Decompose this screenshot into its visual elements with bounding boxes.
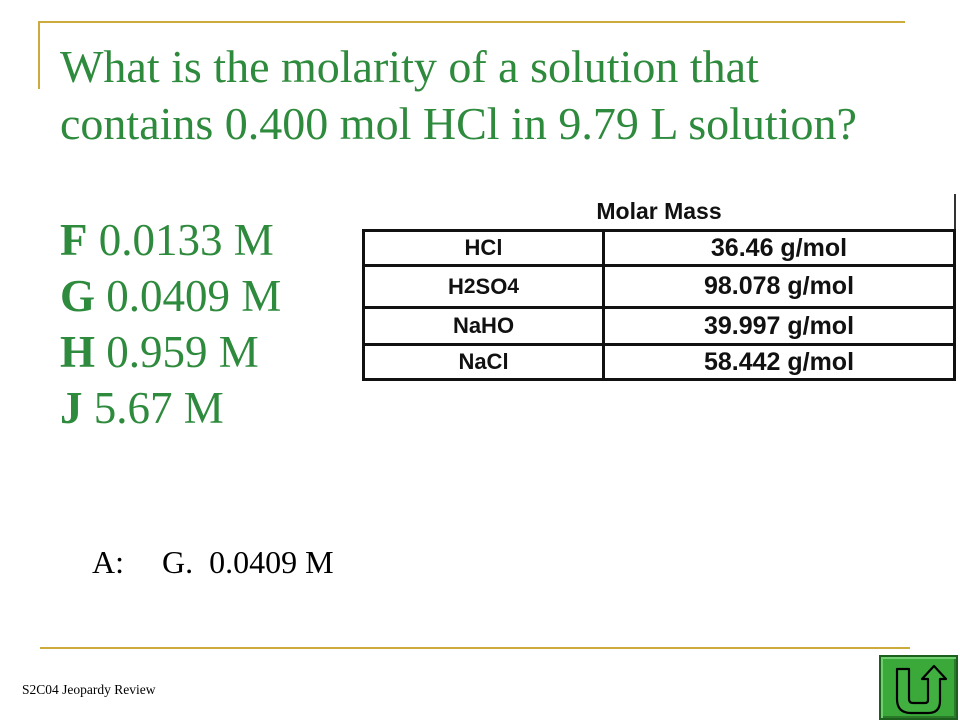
bottom-accent-rule bbox=[40, 647, 910, 649]
molar-mass-table bbox=[362, 229, 956, 381]
table-picture-edge bbox=[954, 194, 956, 232]
table-row bbox=[365, 309, 953, 346]
choice-letter: J bbox=[60, 383, 83, 433]
compound-cell bbox=[365, 309, 605, 343]
compound-cell bbox=[365, 232, 605, 264]
choice-letter: H bbox=[60, 327, 96, 377]
table-row bbox=[365, 267, 953, 309]
answer-text: G. 0.0409 M bbox=[162, 544, 334, 580]
answer-label: A: bbox=[92, 544, 124, 580]
molar-mass-cell: 39.997 g/mol bbox=[703, 311, 855, 340]
top-accent-rule bbox=[38, 21, 905, 23]
question-title bbox=[60, 38, 857, 152]
molar-mass-cell: 98.078 g/mol bbox=[703, 272, 855, 300]
compound-name: NaHO bbox=[452, 313, 515, 338]
u-turn-return-icon bbox=[881, 657, 956, 718]
molar-mass-cell: 58.442 g/mol bbox=[703, 347, 855, 376]
choice-value: 5.67 M bbox=[93, 383, 224, 433]
compound-name: HCl bbox=[464, 235, 503, 260]
molar-mass-cell: 36.46 g/mol bbox=[710, 233, 848, 262]
compound-name: NaCl bbox=[458, 349, 509, 374]
choice-value: 0.0133 M bbox=[98, 215, 274, 265]
molar-mass-table-title: Molar Mass bbox=[596, 198, 722, 224]
return-button[interactable] bbox=[879, 655, 958, 720]
table-row bbox=[365, 232, 953, 267]
choice-letter: G bbox=[60, 271, 96, 321]
choice-letter: F bbox=[60, 215, 88, 265]
compound-cell bbox=[365, 346, 605, 378]
choice-value: 0.959 M bbox=[106, 327, 259, 377]
answer-choice-h bbox=[60, 324, 281, 380]
choice-value: 0.0409 M bbox=[106, 271, 282, 321]
slide-footer: S2C04 Jeopardy Review bbox=[22, 682, 156, 697]
compound-name-part: H bbox=[448, 273, 464, 299]
left-accent-rule bbox=[38, 21, 40, 89]
question-title-line: What is the molarity of a solution that bbox=[60, 41, 759, 92]
compound-cell: H 2 SO 4 bbox=[365, 267, 605, 306]
question-title-line: contains 0.400 mol HCl in 9.79 L solution? bbox=[60, 98, 857, 149]
table-row bbox=[365, 346, 953, 378]
answer-choice-f bbox=[60, 212, 281, 268]
answer-choice-j bbox=[60, 380, 281, 436]
answer-choice-g bbox=[60, 268, 281, 324]
compound-name-part: SO bbox=[475, 273, 508, 299]
answer-choices bbox=[60, 212, 281, 436]
